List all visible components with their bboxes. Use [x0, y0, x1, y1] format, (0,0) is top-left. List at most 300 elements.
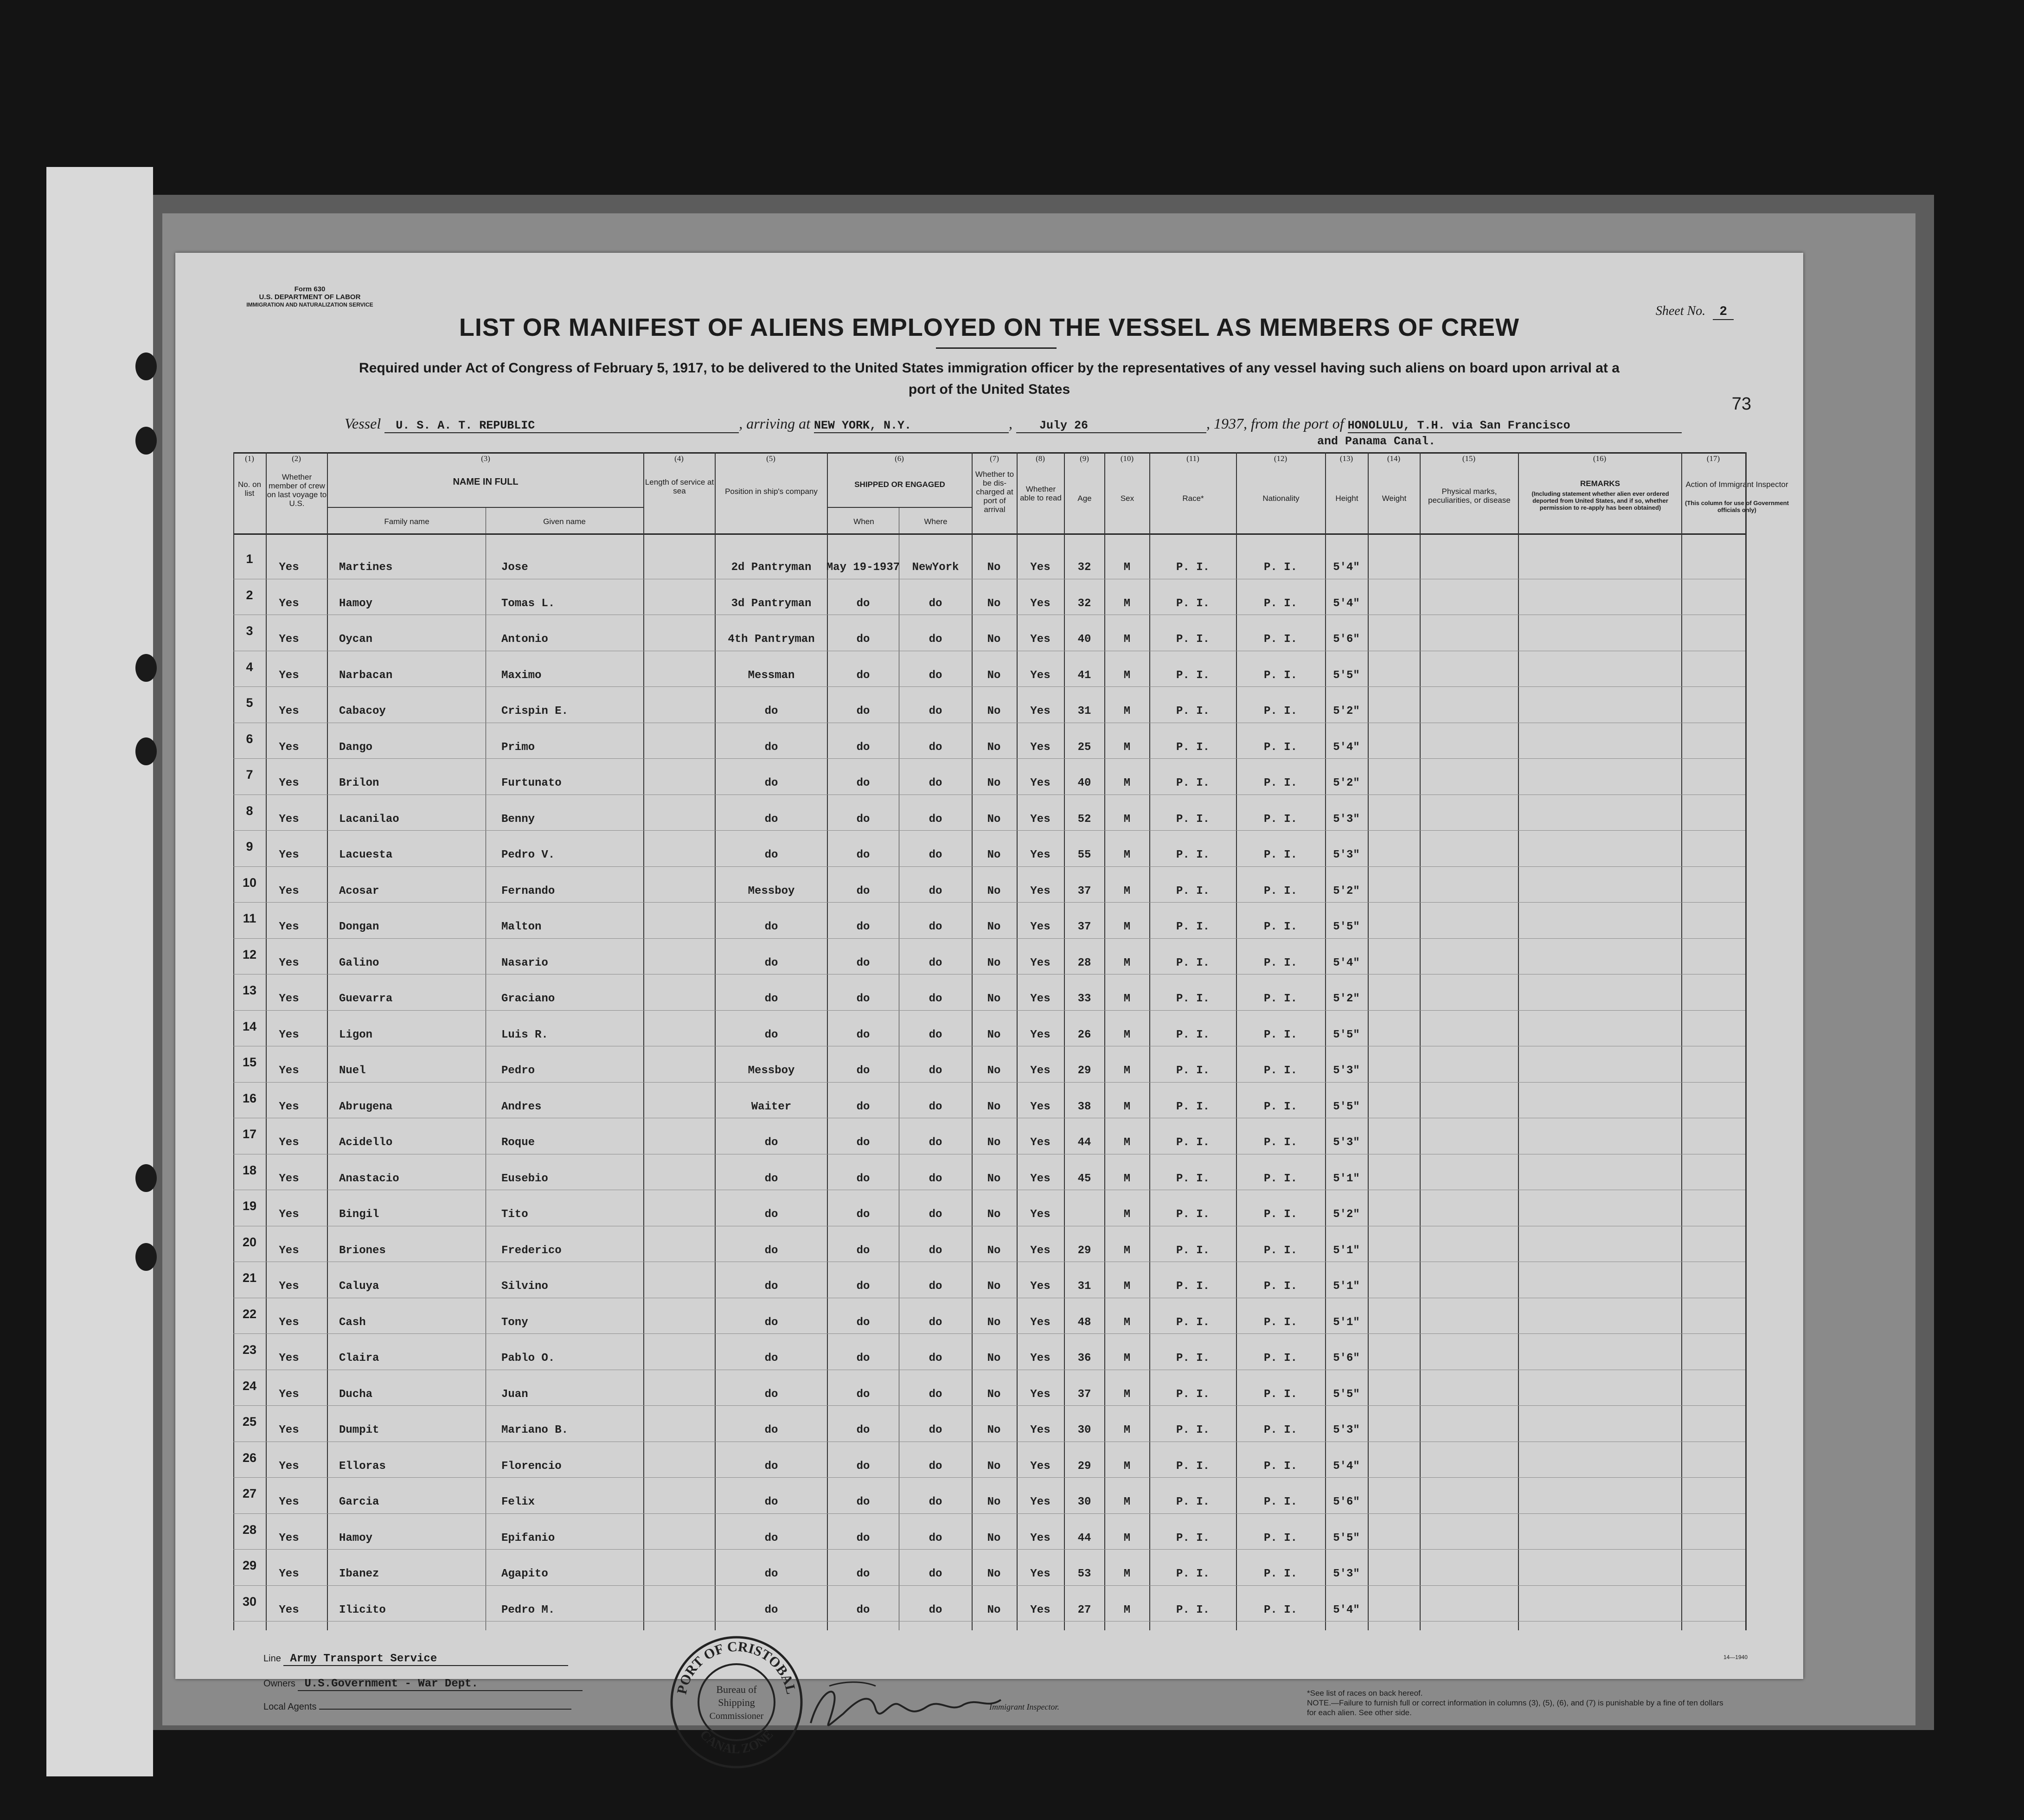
sheet-number-value: 2 [1713, 305, 1734, 320]
cell-nat: P. I. [1263, 956, 1297, 969]
cell-nat: P. I. [1263, 1388, 1297, 1401]
column-number: (12) [1274, 454, 1287, 463]
row-number: 5 [246, 696, 253, 710]
cell-m: Yes [279, 705, 299, 718]
cell-when: do [856, 1496, 870, 1508]
column-number: (14) [1387, 454, 1401, 463]
cell-nat: P. I. [1263, 1100, 1297, 1113]
cell-read: Yes [1030, 777, 1050, 789]
cell-race: P. I. [1176, 777, 1210, 789]
cell-fam: Elloras [339, 1460, 386, 1473]
cell-dis: No [987, 1460, 1001, 1473]
cell-read: Yes [1030, 597, 1050, 610]
cell-fam: Briones [339, 1244, 386, 1257]
column-divider [972, 452, 973, 1630]
row-number: 2 [246, 588, 253, 602]
cell-race: P. I. [1176, 993, 1210, 1005]
cell-sex: M [1123, 1028, 1131, 1041]
cell-when: do [856, 993, 870, 1005]
cell-fam: Ligon [339, 1028, 373, 1041]
column-number: (11) [1186, 454, 1199, 463]
cell-pos: do [764, 1352, 778, 1365]
cell-fam: Acosar [339, 884, 379, 897]
cell-sex: M [1123, 597, 1131, 610]
cell-race: P. I. [1176, 1100, 1210, 1113]
cell-where: NewYork [912, 561, 959, 574]
vessel-name: U. S. A. T. REPUBLIC [384, 419, 739, 433]
cell-m: Yes [279, 1532, 299, 1544]
cell-race: P. I. [1176, 1388, 1210, 1401]
cell-sex: M [1123, 1352, 1131, 1365]
cell-race: P. I. [1176, 1603, 1210, 1616]
binding-hole [135, 427, 157, 455]
cell-sex: M [1123, 993, 1131, 1005]
binding-hole [135, 352, 157, 380]
cell-where: do [929, 1316, 942, 1329]
row-number: 21 [242, 1271, 257, 1285]
binding-hole [135, 1243, 157, 1271]
binding-strip [46, 167, 153, 1776]
row-number: 22 [242, 1307, 257, 1321]
cell-age: 30 [1077, 1424, 1091, 1436]
cell-pos: 4th Pantryman [728, 633, 815, 646]
inspector-signature [801, 1672, 1010, 1737]
cell-where: do [929, 1064, 942, 1077]
cell-where: do [929, 921, 942, 933]
cell-fam: Anastacio [339, 1172, 399, 1185]
cell-dis: No [987, 705, 1001, 718]
shipped-header-rule [827, 507, 972, 508]
row-number: 29 [242, 1558, 257, 1572]
footer-code: 14—1940 [1723, 1654, 1748, 1660]
row-rule [233, 1513, 1745, 1514]
col-height: Height [1335, 494, 1358, 503]
page-subtitle [259, 358, 1720, 400]
cell-ht: 5'5" [1333, 1100, 1360, 1113]
from-port-continued: and Panama Canal. [1317, 435, 1436, 448]
cell-m: Yes [279, 1280, 299, 1293]
cell-m: Yes [279, 1568, 299, 1580]
page-title: LIST OR MANIFEST OF ALIENS EMPLOYED ON THE VESSEL AS MEMBERS OF CREW [459, 314, 1520, 341]
cell-nat: P. I. [1263, 849, 1297, 861]
cell-pos: do [764, 813, 778, 826]
cell-when: do [856, 1172, 870, 1185]
row-number: 10 [242, 875, 257, 890]
name-header-rule [327, 507, 643, 508]
cell-pos: do [764, 993, 778, 1005]
cell-m: Yes [279, 561, 299, 574]
stamp-center-line: Bureau of [716, 1684, 757, 1695]
cell-pos: do [764, 1568, 778, 1580]
footer-owners [263, 1678, 583, 1691]
cell-sex: M [1123, 1496, 1131, 1508]
column-divider [1368, 452, 1369, 1630]
cell-dis: No [987, 561, 1001, 574]
line-value: Army Transport Service [283, 1653, 568, 1666]
stamp-center-line: Shipping [718, 1697, 755, 1708]
cell-giv: Frederico [501, 1244, 562, 1257]
col-when: When [853, 517, 874, 526]
row-number: 14 [242, 1019, 257, 1033]
cell-where: do [929, 597, 942, 610]
cell-giv: Pedro M. [501, 1603, 555, 1616]
cell-dis: No [987, 1136, 1001, 1149]
cell-dis: No [987, 1424, 1001, 1436]
col-name-in-full: NAME IN FULL [453, 477, 519, 487]
cell-nat: P. I. [1263, 1424, 1297, 1436]
row-number: 3 [246, 624, 253, 638]
cell-fam: Claira [339, 1352, 379, 1365]
col-member-last-voyage: Whether member of crew on last voyage to U.S. [267, 473, 327, 508]
cell-race: P. I. [1176, 1172, 1210, 1185]
cell-ht: 5'3" [1333, 1568, 1360, 1580]
cell-ht: 5'1" [1333, 1316, 1360, 1329]
cell-when: do [856, 1136, 870, 1149]
arriving-port: NEW YORK, N.Y. [814, 419, 1009, 433]
col-action-sub: (This column for use of Government officials only) [1685, 500, 1789, 513]
row-number: 28 [242, 1522, 257, 1537]
cell-read: Yes [1030, 1460, 1050, 1473]
col-race: Race* [1182, 494, 1204, 503]
cell-when: do [856, 956, 870, 969]
cell-m: Yes [279, 1316, 299, 1329]
department: U.S. DEPARTMENT OF LABOR [259, 293, 361, 301]
cell-race: P. I. [1176, 921, 1210, 933]
cell-when: do [856, 1603, 870, 1616]
cell-where: do [929, 1028, 942, 1041]
cell-m: Yes [279, 1388, 299, 1401]
cell-giv: Eusebio [501, 1172, 548, 1185]
cell-dis: No [987, 1532, 1001, 1544]
cell-fam: Ibanez [339, 1568, 379, 1580]
cell-pos: Messboy [748, 884, 795, 897]
cell-when: do [856, 705, 870, 718]
column-divider [643, 452, 644, 1630]
cell-fam: Hamoy [339, 1532, 373, 1544]
cell-dis: No [987, 1028, 1001, 1041]
cell-pos: do [764, 1603, 778, 1616]
cell-nat: P. I. [1263, 1136, 1297, 1149]
cell-where: do [929, 1568, 942, 1580]
inspector-label: Immigrant Inspector. [989, 1702, 1059, 1711]
cell-pos: Messman [748, 669, 795, 682]
subtitle-line-1: Required under Act of Congress of February 5, 1917, to be delivered to the United States immigration officer by the representatives of any vessel having such aliens on board upon arrival at a [359, 360, 1620, 376]
cell-ht: 5'3" [1333, 1424, 1360, 1436]
manifest-sheet [175, 253, 1803, 1757]
cell-fam: Caluya [339, 1280, 379, 1293]
column-number: (8) [1036, 454, 1045, 463]
cell-nat: P. I. [1263, 1496, 1297, 1508]
footer-line [263, 1653, 568, 1666]
cell-nat: P. I. [1263, 813, 1297, 826]
cell-nat: P. I. [1263, 1208, 1297, 1221]
cell-sex: M [1123, 813, 1131, 826]
cell-giv: Fernando [501, 884, 555, 897]
cell-where: do [929, 1352, 942, 1365]
cell-giv: Tomas L. [501, 597, 555, 610]
cell-pos: Messboy [748, 1064, 795, 1077]
cell-where: do [929, 956, 942, 969]
cell-m: Yes [279, 884, 299, 897]
cell-fam: Martines [339, 561, 393, 574]
cell-ht: 5'1" [1333, 1280, 1360, 1293]
cell-read: Yes [1030, 1136, 1050, 1149]
cell-m: Yes [279, 849, 299, 861]
cell-sex: M [1123, 633, 1131, 646]
row-number: 20 [242, 1235, 257, 1249]
vessel-label: Vessel [345, 415, 381, 432]
cell-fam: Nuel [339, 1064, 366, 1077]
cell-nat: P. I. [1263, 597, 1297, 610]
agents-label: Local Agents [263, 1702, 317, 1712]
cell-race: P. I. [1176, 741, 1210, 754]
cell-nat: P. I. [1263, 669, 1297, 682]
cell-fam: Bingil [339, 1208, 379, 1221]
cell-read: Yes [1030, 993, 1050, 1005]
cell-ht: 5'5" [1333, 1388, 1360, 1401]
cell-race: P. I. [1176, 669, 1210, 682]
cell-ht: 5'5" [1333, 669, 1360, 682]
cell-pos: do [764, 1532, 778, 1544]
cell-ht: 5'3" [1333, 849, 1360, 861]
cell-sex: M [1123, 1280, 1131, 1293]
cell-when: do [856, 1316, 870, 1329]
column-number: (3) [481, 454, 490, 463]
cell-where: do [929, 633, 942, 646]
cell-m: Yes [279, 777, 299, 789]
cell-pos: do [764, 921, 778, 933]
cell-m: Yes [279, 956, 299, 969]
cell-when: do [856, 1352, 870, 1365]
cell-where: do [929, 1172, 942, 1185]
cell-dis: No [987, 1244, 1001, 1257]
cell-pos: do [764, 705, 778, 718]
row-number: 16 [242, 1091, 257, 1105]
cell-m: Yes [279, 813, 299, 826]
cell-when: do [856, 921, 870, 933]
cell-dis: No [987, 956, 1001, 969]
cell-giv: Maximo [501, 669, 542, 682]
race-note: *See list of races on back hereof. [1307, 1689, 1423, 1698]
cell-age: 36 [1077, 1352, 1091, 1365]
col-action: Action of Immigrant Inspector [1685, 480, 1788, 489]
cell-ht: 5'4" [1333, 956, 1360, 969]
cell-ht: 5'2" [1333, 705, 1360, 718]
col-able-to-read: Whether able to read [1020, 485, 1062, 502]
cell-age: 37 [1077, 1388, 1091, 1401]
cell-age: 55 [1077, 849, 1091, 861]
col-position: Position in ship's company [725, 487, 818, 496]
col-weight: Weight [1382, 494, 1407, 503]
cell-read: Yes [1030, 1244, 1050, 1257]
cell-pos: do [764, 1424, 778, 1436]
cell-race: P. I. [1176, 561, 1210, 574]
row-rule [233, 758, 1745, 759]
cell-race: P. I. [1176, 1496, 1210, 1508]
cell-dis: No [987, 849, 1001, 861]
form-number: Form 630 [294, 285, 326, 293]
cell-race: P. I. [1176, 1136, 1210, 1149]
cell-nat: P. I. [1263, 1460, 1297, 1473]
column-divider [1104, 452, 1105, 1630]
cell-dis: No [987, 741, 1001, 754]
cell-read: Yes [1030, 1028, 1050, 1041]
cell-giv: Jose [501, 561, 528, 574]
cell-when: do [856, 669, 870, 682]
cell-m: Yes [279, 921, 299, 933]
cell-where: do [929, 741, 942, 754]
cell-race: P. I. [1176, 1208, 1210, 1221]
cell-read: Yes [1030, 1172, 1050, 1185]
cell-sex: M [1123, 1388, 1131, 1401]
row-number: 8 [246, 803, 253, 818]
stamp-bottom-text: CANAL ZONE [697, 1727, 776, 1757]
binding-hole [135, 654, 157, 682]
subtitle-line-2: port of the United States [908, 382, 1070, 397]
cell-m: Yes [279, 1064, 299, 1077]
cell-pos: do [764, 741, 778, 754]
cell-ht: 5'3" [1333, 1136, 1360, 1149]
cell-giv: Mariano B. [501, 1424, 569, 1436]
cell-dis: No [987, 669, 1001, 682]
cell-fam: Guevarra [339, 993, 393, 1005]
cell-m: Yes [279, 597, 299, 610]
sheet-label: Sheet No. [1655, 304, 1706, 318]
cell-fam: Acidello [339, 1136, 393, 1149]
cell-giv: Tito [501, 1208, 528, 1221]
cell-race: P. I. [1176, 1424, 1210, 1436]
cell-ht: 5'4" [1333, 597, 1360, 610]
cell-dis: No [987, 1603, 1001, 1616]
cell-read: Yes [1030, 1424, 1050, 1436]
cell-giv: Felix [501, 1496, 535, 1508]
cell-where: do [929, 1460, 942, 1473]
cell-fam: Lacuesta [339, 849, 393, 861]
cell-where: do [929, 884, 942, 897]
col-age: Age [1077, 494, 1092, 503]
stamp-ring-text: PORT OF CRISTOBAL [674, 1639, 799, 1696]
column-divider [1681, 452, 1682, 1630]
arriving-label: , arriving at [739, 415, 810, 432]
cell-sex: M [1123, 956, 1131, 969]
cell-race: P. I. [1176, 633, 1210, 646]
cell-sex: M [1123, 1136, 1131, 1149]
year-prefix: , 19 [1206, 415, 1229, 432]
cell-nat: P. I. [1263, 1532, 1297, 1544]
cell-read: Yes [1030, 561, 1050, 574]
cell-fam: Cabacoy [339, 705, 386, 718]
column-divider [1420, 452, 1421, 1630]
row-number: 24 [242, 1378, 257, 1393]
footer-notes [1307, 1688, 1724, 1717]
cell-pos: do [764, 956, 778, 969]
cell-when: do [856, 1244, 870, 1257]
cell-race: P. I. [1176, 1316, 1210, 1329]
cell-ht: 5'2" [1333, 1208, 1360, 1221]
cell-race: P. I. [1176, 1064, 1210, 1077]
cell-age: 27 [1077, 1603, 1091, 1616]
cell-ht: 5'4" [1333, 1603, 1360, 1616]
vessel-line: Vessel U. S. A. T. REPUBLIC , arriving at NEW YORK, N.Y. , July 26 , 1937, from the port of HONOLULU, T.H. via San Francisco [345, 415, 1682, 433]
cell-pos: do [764, 1028, 778, 1041]
cell-read: Yes [1030, 884, 1050, 897]
row-number: 18 [242, 1163, 257, 1177]
cell-sex: M [1123, 1208, 1131, 1221]
cell-m: Yes [279, 669, 299, 682]
cell-m: Yes [279, 993, 299, 1005]
cell-pos: do [764, 849, 778, 861]
row-rule [233, 866, 1745, 867]
cell-sex: M [1123, 1603, 1131, 1616]
cell-dis: No [987, 1064, 1001, 1077]
cell-dis: No [987, 633, 1001, 646]
cell-age: 29 [1077, 1460, 1091, 1473]
cell-giv: Florencio [501, 1460, 562, 1473]
cell-pos: do [764, 1172, 778, 1185]
row-rule [233, 1549, 1745, 1550]
col-sex: Sex [1120, 494, 1134, 503]
agents-value [319, 1709, 571, 1710]
cell-sex: M [1123, 705, 1131, 718]
cell-when: do [856, 849, 870, 861]
column-divider [715, 452, 716, 1630]
cell-nat: P. I. [1263, 1028, 1297, 1041]
cell-dis: No [987, 1280, 1001, 1293]
cell-when: do [856, 741, 870, 754]
column-divider [1325, 452, 1326, 1630]
cell-where: do [929, 1280, 942, 1293]
arrival-year: 37 [1228, 415, 1243, 432]
cell-race: P. I. [1176, 1460, 1210, 1473]
cell-read: Yes [1030, 633, 1050, 646]
row-number: 25 [242, 1415, 257, 1429]
col-length-service: Length of service at sea [645, 478, 714, 495]
binding-hole [135, 737, 157, 765]
cell-fam: Oycan [339, 633, 373, 646]
column-number: (16) [1593, 454, 1607, 463]
cell-giv: Epifanio [501, 1532, 555, 1544]
cell-dis: No [987, 921, 1001, 933]
row-rule [233, 1333, 1745, 1334]
cell-read: Yes [1030, 1603, 1050, 1616]
cell-read: Yes [1030, 1280, 1050, 1293]
col-nationality: Nationality [1262, 494, 1300, 503]
cell-sex: M [1123, 561, 1131, 574]
row-rule [233, 902, 1745, 903]
cell-race: P. I. [1176, 956, 1210, 969]
footer-agents [263, 1702, 571, 1712]
cell-age: 40 [1077, 777, 1091, 789]
cell-giv: Furtunato [501, 777, 562, 789]
cell-age: 25 [1077, 741, 1091, 754]
cell-giv: Pedro [501, 1064, 535, 1077]
cell-when: do [856, 633, 870, 646]
column-divider [1017, 452, 1018, 1630]
cell-dis: No [987, 1496, 1001, 1508]
row-rule [233, 938, 1745, 939]
cell-giv: Juan [501, 1388, 528, 1401]
cell-pos: do [764, 1244, 778, 1257]
cell-where: do [929, 1100, 942, 1113]
cell-giv: Crispin E. [501, 705, 569, 718]
cell-fam: Galino [339, 956, 379, 969]
cell-dis: No [987, 1388, 1001, 1401]
cell-when: do [856, 1460, 870, 1473]
cell-age: 33 [1077, 993, 1091, 1005]
row-rule [233, 1405, 1745, 1406]
cell-fam: Dongan [339, 921, 379, 933]
col-where: Where [924, 517, 948, 526]
